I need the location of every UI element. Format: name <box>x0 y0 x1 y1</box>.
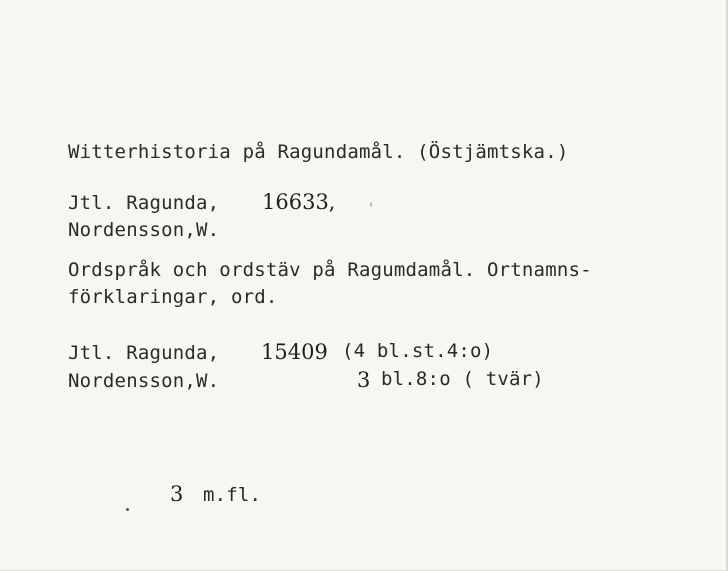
entry1-author: Nordensson,W. <box>68 219 220 241</box>
entry2-count-number: 3 <box>357 368 371 392</box>
entry2-number: 15409 <box>261 340 328 364</box>
description-line-2: förklaringar, ord. <box>68 286 278 308</box>
ink-speck <box>126 508 129 511</box>
card-title: Witterhistoria på Ragundamål. (Östjämtska.) <box>68 141 569 163</box>
entry1-place: Jtl. Ragunda, <box>68 192 220 214</box>
description-line-1: Ordspråk och ordstäv på Ragumdamål. Ortnamns- <box>68 259 592 281</box>
entry1-number: 16633, <box>262 190 336 214</box>
entry2-count-note: bl.8:o ( tvär) <box>381 368 544 390</box>
footer-text: m.fl. <box>203 484 262 506</box>
entry2-place: Jtl. Ragunda, <box>68 342 220 364</box>
entry2-author: Nordensson,W. <box>68 370 220 392</box>
ink-speck <box>370 202 372 207</box>
entry2-format-note: (4 bl.st.4:o) <box>342 340 494 362</box>
footer-number: 3 <box>170 482 184 506</box>
